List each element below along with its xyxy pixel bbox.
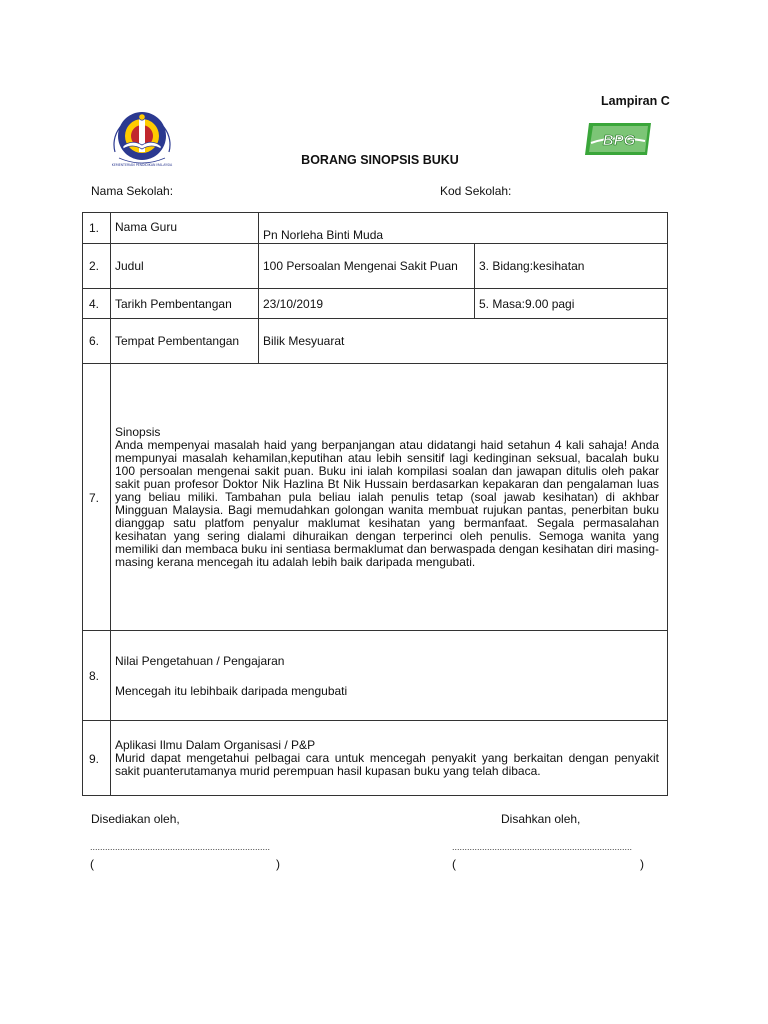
- synopsis-form-table: [82, 212, 668, 796]
- lampiran-label: Lampiran C: [601, 94, 670, 108]
- aplikasi-text: Murid dapat mengetahui pelbagai cara untuk mencegah penyakit yang berkaitan dengan penyakit sakit puanterutamanya murid perempuan hasil kupasan buku yang telah dibaca.: [115, 751, 660, 778]
- nilai-cell: [111, 631, 668, 721]
- paren-close-left: ): [276, 857, 280, 871]
- aplikasi-label: Aplikasi Ilmu Dalam Organisasi / P&P: [115, 738, 316, 752]
- disediakan-label: Disediakan oleh,: [91, 812, 180, 826]
- nama-guru-label: Nama Guru: [111, 213, 259, 244]
- tarikh-label: Tarikh Pembentangan: [111, 289, 259, 319]
- tempat-label: Tempat Pembentangan: [111, 319, 259, 364]
- page-title-text: BORANG SINOPSIS BUKU: [301, 153, 459, 167]
- table-row: [83, 289, 668, 319]
- judul-label: Judul: [111, 244, 259, 289]
- table-row: [83, 364, 668, 631]
- sinopsis-text: Anda mempenyai masalah haid yang berpanjangan atau didatangi haid setahun 4 kali sahaja! Anda mempunyai masalah kehamilan,keputihan atau lebih sensitif lagi kedinginan seksual, bacalah buku 100 persoalan mengenai sakit puan. Buku ini ialah kompilasi soalan dan jawapan ditulis oleh pakar sakit puan profesor Doktor Nik Hazlina Bt Nik Hussain berdasarkan kepakaran dan pengalaman luas yang beliau miliki. Tambahan pula beliau ialah penulis tetap (soal jawab kesihatan) di akhbar Mingguan Malaysia. Bagi memudahkan golongan wanita membuat rujukan pantas, penerbitan buku dianggap satu platfom penyalur maklumat kesihatan yang bermanfaat. Segala permasalahan kesihatan yang sering dialami dihuraikan dengan terperinci oleh penulis. Semoga wanita yang memiliki dan membaca buku ini sentiasa bermaklumat dan berwaspada dengan kesihatan diri masing-masing kerana mencegah itu adalah lebih baik daripada mengubati.: [115, 438, 660, 569]
- row-number: 8.: [83, 631, 111, 721]
- row-number: 7.: [83, 364, 111, 631]
- row-number: 2.: [83, 244, 111, 289]
- table-row: [83, 319, 668, 364]
- sinopsis-label: Sinopsis: [115, 425, 161, 439]
- nama-sekolah-label: Nama Sekolah:: [91, 184, 174, 198]
- bpg-logo-text: BPG: [602, 132, 636, 149]
- paren-open-left: (: [90, 857, 94, 871]
- sinopsis-cell: [111, 364, 668, 631]
- table-row: [83, 721, 668, 796]
- ministry-logo-text: KEMENTERIAN PENDIDIKAN MALAYSIA: [111, 163, 173, 167]
- table-row: [83, 213, 668, 244]
- masa-value: 5. Masa:9.00 pagi: [475, 289, 668, 319]
- signature-line-left: ........................................................................: [90, 842, 271, 852]
- bpg-logo: [583, 121, 653, 157]
- nilai-text: Mencegah itu lebihbaik daripada mengubati: [115, 683, 348, 698]
- page-title: [0, 153, 768, 167]
- row-number: 1.: [83, 213, 111, 244]
- disahkan-label: Disahkan oleh,: [501, 812, 581, 826]
- nilai-label: Nilai Pengetahuan / Pengajaran: [115, 653, 285, 668]
- signature-line-right: ........................................................................: [452, 842, 633, 852]
- row-number: 6.: [83, 319, 111, 364]
- paren-close-right: ): [640, 857, 644, 871]
- kod-sekolah-label: Kod Sekolah:: [440, 184, 512, 198]
- judul-value: 100 Persoalan Mengenai Sakit Puan: [259, 244, 475, 289]
- paren-open-right: (: [452, 857, 456, 871]
- tarikh-value: 23/10/2019: [259, 289, 475, 319]
- nama-guru-value: Pn Norleha Binti Muda: [259, 213, 668, 244]
- row-number: 4.: [83, 289, 111, 319]
- table-row: [83, 244, 668, 289]
- row-number: 9.: [83, 721, 111, 796]
- aplikasi-cell: [111, 721, 668, 796]
- tempat-value: Bilik Mesyuarat: [259, 319, 668, 364]
- bidang-value: 3. Bidang:kesihatan: [475, 244, 668, 289]
- table-row: [83, 631, 668, 721]
